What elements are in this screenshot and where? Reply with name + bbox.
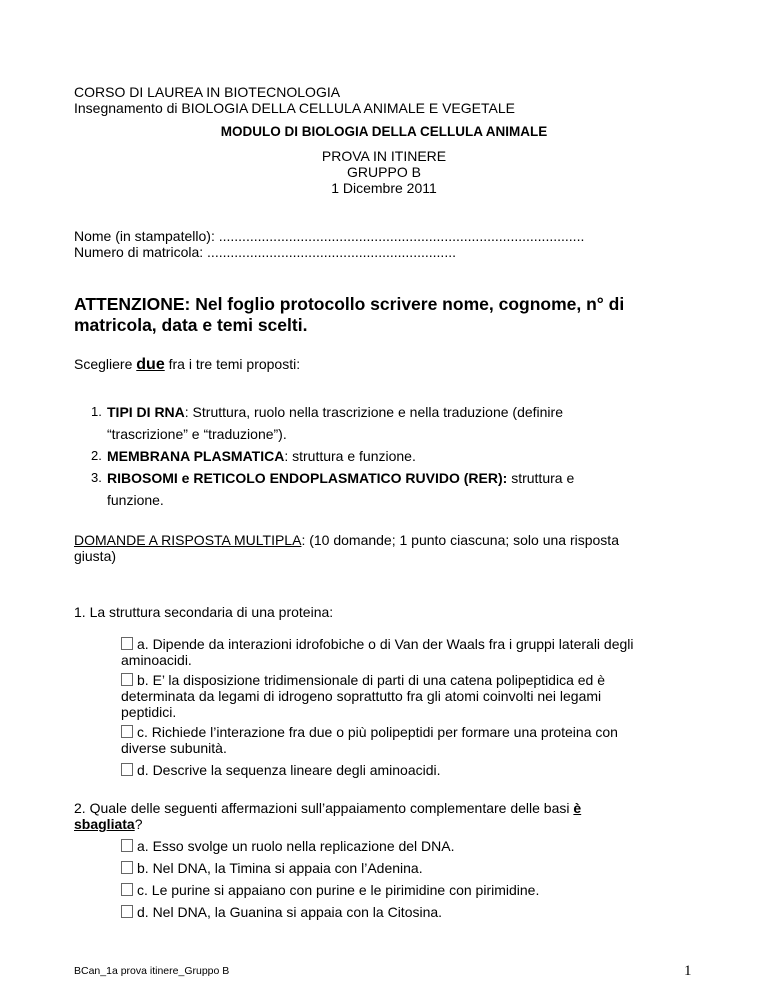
q1-option-d[interactable] — [121, 762, 711, 778]
theme-number: 1. — [91, 404, 102, 419]
name-field — [74, 228, 584, 244]
exam-title: PROVA IN ITINERE — [321, 148, 447, 164]
theme-item — [74, 401, 714, 445]
themes-list — [74, 401, 714, 511]
theme-text: struttura e — [507, 470, 575, 486]
theme-text-cont: “trascrizione” e “traduzione”). — [107, 426, 287, 442]
question-2 — [74, 800, 581, 816]
matricola-label: Numero di matricola: — [74, 244, 204, 260]
theme-item — [74, 445, 714, 467]
checkbox-icon[interactable] — [121, 883, 133, 896]
themes-intro-emph: due — [136, 356, 165, 373]
attention-line-2: matricola, data e temi scelti. — [74, 315, 308, 335]
page-number: 1 — [684, 963, 692, 979]
q2-option-c[interactable] — [121, 882, 711, 898]
name-dots: .............................................................................................. — [218, 228, 585, 244]
matricola-field — [74, 244, 456, 260]
theme-title: TIPI DI RNA — [107, 404, 185, 420]
module-title: MODULO DI BIOLOGIA DELLA CELLULA ANIMALE — [220, 124, 548, 139]
theme-title: RIBOSOMI e RETICOLO ENDOPLASMATICO RUVIDO (RER): — [107, 470, 508, 486]
option-text: b. Nel DNA, la Timina si appaia con l’Adenina. — [137, 860, 423, 876]
checkbox-icon[interactable] — [121, 673, 133, 686]
checkbox-icon[interactable] — [121, 861, 133, 874]
option-text: c. Richiede l’interazione fra due o più polipeptidi per formare una proteina con — [137, 724, 618, 740]
q2-option-b[interactable] — [121, 860, 711, 876]
q1-option-a[interactable] — [121, 636, 711, 652]
checkbox-icon[interactable] — [121, 637, 133, 650]
mc-desc-cont: giusta) — [74, 548, 117, 564]
question-2-emph-2: sbagliata — [74, 816, 135, 832]
checkbox-icon[interactable] — [121, 725, 133, 738]
option-text: a. Esso svolge un ruolo nella replicazione del DNA. — [137, 838, 455, 854]
theme-item — [74, 467, 714, 511]
option-text-cont: aminoacidi. — [121, 652, 192, 668]
question-1: 1. La struttura secondaria di una proteina: — [74, 604, 334, 620]
q1-option-b[interactable] — [121, 672, 711, 688]
theme-text: : struttura e funzione. — [284, 448, 416, 464]
course-title: CORSO DI LAUREA IN BIOTECNOLOGIA — [74, 84, 341, 100]
q2-option-a[interactable] — [121, 838, 711, 854]
mc-desc: : (10 domande; 1 punto ciascuna; solo una risposta — [301, 532, 619, 548]
option-text-cont: determinata da legami di idrogeno soprattutto fra gli atomi coinvolti nei legami — [121, 688, 602, 704]
exam-group: GRUPPO B — [347, 164, 421, 180]
option-text: d. Descrive la sequenza lineare degli aminoacidi. — [137, 762, 441, 778]
theme-number: 3. — [91, 470, 102, 485]
checkbox-icon[interactable] — [121, 763, 133, 776]
page-footer: BCan_1a prova itinere_Gruppo B — [74, 965, 230, 977]
question-2-text: 2. Quale delle seguenti affermazioni sull’appaiamento complementare delle basi — [74, 800, 574, 816]
option-text-cont: diverse subunità. — [121, 740, 227, 756]
theme-text-cont: funzione. — [107, 492, 164, 508]
attention-line-1: ATTENZIONE: Nel foglio protocollo scrivere nome, cognome, n° di — [74, 294, 625, 314]
checkbox-icon[interactable] — [121, 905, 133, 918]
theme-title: MEMBRANA PLASMATICA — [107, 448, 285, 464]
theme-text: : Struttura, ruolo nella trascrizione e nella traduzione (definire — [184, 404, 563, 420]
question-2-emph: è — [573, 800, 582, 816]
option-text-cont: peptidici. — [121, 704, 177, 720]
question-2-end: ? — [134, 816, 143, 832]
themes-intro-suffix: fra i tre temi proposti: — [164, 356, 301, 372]
name-label: Nome (in stampatello): — [74, 228, 215, 244]
option-text: b. E’ la disposizione tridimensionale di parti di una catena polipeptidica ed è — [137, 672, 605, 688]
mc-title: DOMANDE A RISPOSTA MULTIPLA — [74, 532, 302, 548]
theme-number: 2. — [91, 448, 102, 463]
option-text: c. Le purine si appaiano con purine e le pirimidine con pirimidine. — [137, 882, 540, 898]
exam-date: 1 Dicembre 2011 — [331, 180, 437, 196]
question-2-cont — [74, 816, 143, 832]
option-text: a. Dipende da interazioni idrofobiche o di Van der Waals fra i gruppi laterali degli — [137, 636, 634, 652]
themes-intro-prefix: Scegliere — [74, 356, 137, 372]
option-text: d. Nel DNA, la Guanina si appaia con la Citosina. — [137, 904, 443, 920]
course-subject: Insegnamento di BIOLOGIA DELLA CELLULA ANIMALE E VEGETALE — [74, 100, 515, 116]
mc-header — [74, 532, 619, 548]
themes-intro — [74, 356, 300, 373]
q1-option-c[interactable] — [121, 724, 711, 740]
q2-option-d[interactable] — [121, 904, 711, 920]
checkbox-icon[interactable] — [121, 839, 133, 852]
matricola-dots: ................................................................ — [207, 244, 456, 260]
